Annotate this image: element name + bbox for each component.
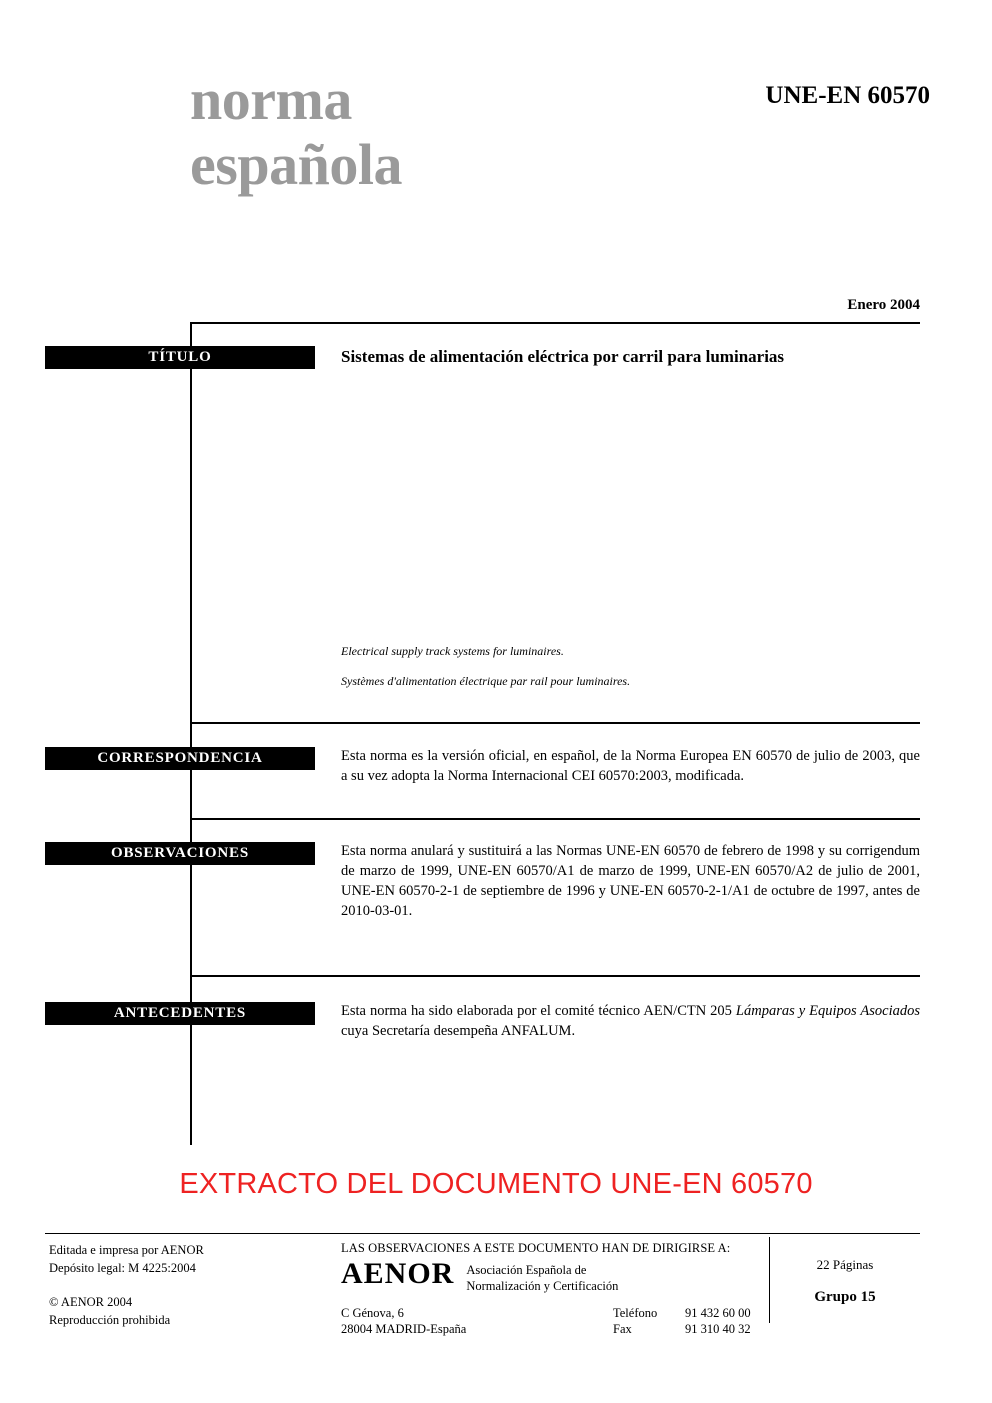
rule-antecedentes-top bbox=[190, 975, 920, 977]
aenor-org-line-1: Asociación Española de bbox=[466, 1263, 587, 1277]
tag-antecedentes: ANTECEDENTES bbox=[45, 1002, 315, 1025]
observaciones-text: Esta norma anulará y sustituirá a las Normas UNE-EN 60570 de febrero de 1998 y su corrigendum de marzo de 1999, UNE-EN 60570/A1 de marzo de 1999, UNE-EN 60570/A2 de julio de 2001, UNE-EN 60570-2-1 de septiembre de 1996 y UNE-EN 60570-2-1/A1 de octubre de 1997, antes de 2010-03-01. bbox=[341, 843, 920, 919]
extract-banner: EXTRACTO DEL DOCUMENTO UNE-EN 60570 bbox=[179, 1168, 813, 1200]
group-number: Grupo 15 bbox=[814, 1289, 876, 1305]
brand-line-1: norma bbox=[190, 67, 352, 132]
footer-observations-notice: LAS OBSERVACIONES A ESTE DOCUMENTO HAN DE DIRIGIRSE A: bbox=[341, 1241, 731, 1255]
antecedentes-text-part2: cuya Secretaría desempeña ANFALUM. bbox=[341, 1023, 576, 1039]
rule-correspondencia-top bbox=[190, 722, 920, 724]
aenor-logo: AENOR bbox=[341, 1257, 455, 1290]
title-french: Systèmes d'alimentation électrique par rail pour luminaires. bbox=[341, 674, 631, 688]
brand-line-2: española bbox=[190, 131, 402, 197]
standard-code: UNE-EN 60570 bbox=[765, 82, 930, 109]
title-spanish: Sistemas de alimentación eléctrica por carril para luminarias bbox=[341, 347, 785, 366]
aenor-address bbox=[341, 1305, 771, 1339]
aenor-identity bbox=[341, 1259, 771, 1295]
contact-labels bbox=[613, 1305, 657, 1339]
correspondencia-text: Esta norma es la versión oficial, en español, de la Norma Europea EN 60570 de julio de 2003, que a su vez adopta la Norma Internacional CEI 60570:2003, modificada. bbox=[341, 748, 920, 784]
publication-date: Enero 2004 bbox=[847, 297, 920, 313]
vertical-rule-correspondencia bbox=[190, 722, 192, 818]
footer-middle bbox=[341, 1241, 771, 1338]
phone-value: 91 432 60 00 bbox=[685, 1305, 751, 1320]
rule-top bbox=[190, 322, 920, 324]
address-line-2: 28004 MADRID-España bbox=[341, 1322, 467, 1337]
footer bbox=[45, 1233, 920, 1337]
antecedentes-text bbox=[341, 1001, 920, 1041]
vertical-rule-antecedentes bbox=[190, 975, 192, 1145]
footer-editor: Editada e impresa por AENOR bbox=[49, 1243, 204, 1257]
contact-values bbox=[685, 1305, 751, 1339]
masthead bbox=[190, 67, 930, 197]
phone-label: Teléfono bbox=[613, 1305, 658, 1320]
tag-correspondencia: CORRESPONDENCIA bbox=[45, 747, 315, 770]
fax-label: Fax bbox=[613, 1322, 632, 1337]
vertical-rule-title bbox=[190, 322, 192, 722]
footer-right bbox=[769, 1237, 920, 1323]
fax-value: 91 310 40 32 bbox=[685, 1322, 751, 1337]
footer-legal-deposit: Depósito legal: M 4225:2004 bbox=[49, 1261, 196, 1276]
page-count: 22 Páginas bbox=[816, 1257, 874, 1272]
footer-copyright: © AENOR 2004 bbox=[49, 1295, 133, 1310]
tag-observaciones: OBSERVACIONES bbox=[45, 842, 315, 865]
tag-titulo: TÍTULO bbox=[45, 346, 315, 369]
aenor-org-name bbox=[466, 1262, 618, 1295]
footer-reproduction-notice: Reproducción prohibida bbox=[49, 1313, 171, 1328]
rule-observaciones-top bbox=[190, 818, 920, 820]
aenor-org-line-2: Normalización y Certificación bbox=[466, 1279, 619, 1294]
antecedentes-text-italic: Lámparas y Equipos Asociados bbox=[735, 1003, 920, 1019]
title-english: Electrical supply track systems for luminaires. bbox=[341, 644, 564, 658]
footer-left bbox=[49, 1241, 204, 1330]
antecedentes-text-part1: Esta norma ha sido elaborada por el comité técnico AEN/CTN 205 bbox=[341, 1003, 736, 1019]
address-line-1: C Génova, 6 bbox=[341, 1305, 404, 1320]
